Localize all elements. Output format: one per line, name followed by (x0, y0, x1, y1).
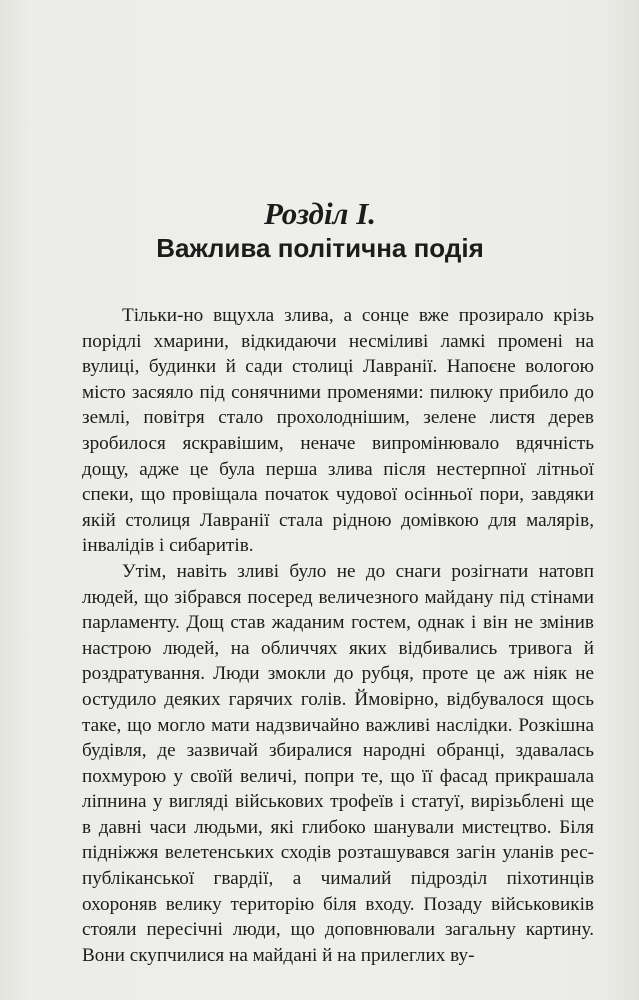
chapter-title: Важлива політична подія (156, 233, 484, 263)
chapter-number: Розділ І. (263, 196, 377, 231)
chapter-body (82, 303, 594, 968)
paragraph: Утім, навіть зливі було не до снаги розігнати натовп людей, що зібрався посеред величезного майдану під стінами парламенту. Дощ став жаданим гостем, однак і він не змінив настрою людей, на обличчях яких відбивались тривога й роздратування. Люди змокли до рубця, проте це аж ніяк не остудило деяких гарячих голів. Ймовірно, відбувалося щось таке, що могло мати надзвичайно важливі наслідки. Розкішна будівля, де зазвичай збиралися народні обранці, здавалась похмурою у своїй величі, попри те, що її фасад прикрашала ліпнина у вигляді військових трофеїв і статуї, вирізьблені ще в давні часи людьми, які глибоко шанували мистецтво. Біля підніжжя велетенських сходів розташувався загін уланів республіканської гвардії, а чималий підрозділ піхотинців охороняв велику територію біля входу. Позаду військовиків стояли пересічні люди, що доповнювали загальну картину. Вони скупчилися на майдані й на прилеглих ву- (82, 560, 594, 966)
paragraph: Тільки-но вщухла злива, а сонце вже прозирало крізь порідлі хмарини, відкидаючи несміливі ламкі промені на вулиці, будинки й сади столиці Лавранії. Напоєне вологою місто засяяло під сонячними променями: пилюку прибило до землі, повітря стало прохолоднішим, зелене листя дерев зробилося яскравішим, неначе випромінювало вдячність дощу, адже це була перша злива після нестерпної літньої спеки, що провіщала початок чудової осінньої пори, завдяки якій столиця Лавранії стала рідною домівкою для малярів, інвалідів і сибаритів. (82, 305, 594, 557)
